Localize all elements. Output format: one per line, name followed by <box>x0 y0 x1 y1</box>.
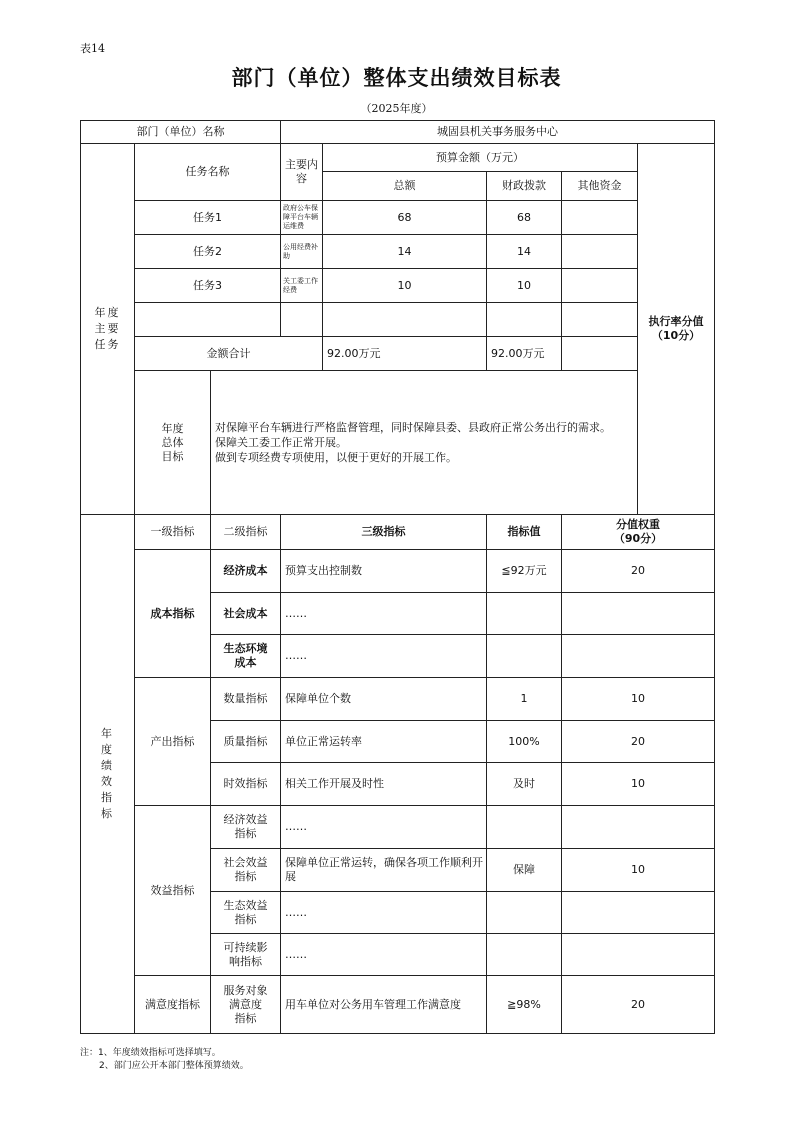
level3-cell: 预算支出控制数 <box>281 550 487 593</box>
indicator-row <box>81 976 715 1034</box>
weight-cell: 20 <box>562 550 715 593</box>
value-cell: 1 <box>487 678 562 721</box>
level3-header: 三级指标 <box>281 515 487 550</box>
weight-cell: 20 <box>562 721 715 763</box>
task-fiscal: 10 <box>487 269 562 303</box>
weight-cell <box>562 892 715 934</box>
value-cell <box>487 593 562 635</box>
level2-cell: 经济效益 指标 <box>211 806 281 849</box>
task-total: 14 <box>323 235 487 269</box>
task-row <box>81 235 715 269</box>
level3-cell: …… <box>281 934 487 976</box>
execution-rate-header: 执行率分值 （10分） <box>638 144 715 515</box>
level3-cell: …… <box>281 593 487 635</box>
level2-header: 二级指标 <box>211 515 281 550</box>
weight-cell: 10 <box>562 678 715 721</box>
indicators-section-label: 年 度 绩 效 指 标 <box>81 515 135 1034</box>
level1-cell: 满意度指标 <box>135 976 211 1034</box>
task-fiscal: 68 <box>487 201 562 235</box>
weight-cell <box>562 934 715 976</box>
level3-cell: …… <box>281 635 487 678</box>
footnote-line: 注：1、年度绩效指标可选择填写。 <box>80 1048 221 1058</box>
level3-cell: 保障单位正常运转，确保各项工作顺利开展 <box>281 849 487 892</box>
value-cell: 及时 <box>487 763 562 806</box>
dept-value: 城固县机关事务服务中心 <box>281 121 715 144</box>
weight-cell: 10 <box>562 849 715 892</box>
level3-cell: 用车单位对公务用车管理工作满意度 <box>281 976 487 1034</box>
level3-cell: 单位正常运转率 <box>281 721 487 763</box>
fiscal-header: 财政拨款 <box>487 172 562 201</box>
task-total: 68 <box>323 201 487 235</box>
goal-line: 做到专项经费专项使用，以便于更好的开展工作。 <box>215 451 457 464</box>
weight-cell <box>562 806 715 849</box>
goal-line: 保障关工委工作正常开展。 <box>215 436 347 449</box>
sum-label: 金额合计 <box>135 337 323 371</box>
level2-cell: 质量指标 <box>211 721 281 763</box>
task-row <box>81 201 715 235</box>
level1-header: 一级指标 <box>135 515 211 550</box>
goal-line: 对保障平台车辆进行严格监督管理，同时保障县委、县政府正常公务出行的需求。 <box>215 421 611 434</box>
value-cell <box>487 934 562 976</box>
goals-text <box>211 371 715 515</box>
indicator-row <box>81 550 715 593</box>
dept-label: 部门（单位）名称 <box>81 121 281 144</box>
goals-label: 年度 总体 目标 <box>135 371 211 515</box>
weight-cell <box>562 593 715 635</box>
task-other <box>562 269 638 303</box>
page-subtitle: （2025年度） <box>360 102 433 115</box>
value-cell <box>487 635 562 678</box>
task-content: 关工委工作经费 <box>281 269 323 303</box>
task-other <box>562 201 638 235</box>
sum-total: 92.00万元 <box>323 337 487 371</box>
value-cell: 保障 <box>487 849 562 892</box>
task-content: 政府公车保障平台车辆运维费 <box>281 201 323 235</box>
value-cell: 100% <box>487 721 562 763</box>
other-funds-header: 其他资金 <box>562 172 638 201</box>
level3-cell: …… <box>281 806 487 849</box>
task-fiscal: 14 <box>487 235 562 269</box>
budget-header: 预算金额（万元） <box>323 144 638 172</box>
weight-cell: 20 <box>562 976 715 1034</box>
level1-cell: 效益指标 <box>135 806 211 976</box>
task-name-header: 任务名称 <box>135 144 281 201</box>
performance-table <box>80 120 715 1034</box>
level3-cell: 相关工作开展及时性 <box>281 763 487 806</box>
level2-cell: 生态效益 指标 <box>211 892 281 934</box>
level1-cell: 成本指标 <box>135 550 211 678</box>
value-cell: ≧98% <box>487 976 562 1034</box>
level2-cell: 社会成本 <box>211 593 281 635</box>
indicator-row <box>81 806 715 849</box>
weight-cell <box>562 635 715 678</box>
task-fiscal <box>487 303 562 337</box>
level2-cell: 可持续影 响指标 <box>211 934 281 976</box>
footnotes <box>80 1047 249 1073</box>
sum-fiscal: 92.00万元 <box>487 337 562 371</box>
value-cell: ≦92万元 <box>487 550 562 593</box>
task-content-header: 主要内容 <box>281 144 323 201</box>
task-name <box>135 303 281 337</box>
level2-cell: 经济成本 <box>211 550 281 593</box>
task-name: 任务1 <box>135 201 281 235</box>
task-content: 公用经费补助 <box>281 235 323 269</box>
level3-cell: 保障单位个数 <box>281 678 487 721</box>
tasks-section-label: 年度 主要 任务 <box>81 144 135 515</box>
level2-cell: 数量指标 <box>211 678 281 721</box>
task-name: 任务3 <box>135 269 281 303</box>
page-title: 部门（单位）整体支出绩效目标表 <box>231 66 562 90</box>
task-total: 10 <box>323 269 487 303</box>
value-cell <box>487 806 562 849</box>
indicator-row <box>81 678 715 721</box>
level2-cell: 生态环境 成本 <box>211 635 281 678</box>
value-header: 指标值 <box>487 515 562 550</box>
sum-other <box>562 337 638 371</box>
task-content <box>281 303 323 337</box>
task-other <box>562 235 638 269</box>
task-other <box>562 303 638 337</box>
footnote-line: 2、部门应公开本部门整体预算绩效。 <box>99 1061 249 1071</box>
weight-header: 分值权重 （90分） <box>562 515 715 550</box>
task-row <box>81 269 715 303</box>
weight-cell: 10 <box>562 763 715 806</box>
task-sum-row <box>81 337 715 371</box>
total-header: 总额 <box>323 172 487 201</box>
level2-cell: 服务对象 满意度 指标 <box>211 976 281 1034</box>
task-total <box>323 303 487 337</box>
level3-cell: …… <box>281 892 487 934</box>
value-cell <box>487 892 562 934</box>
level2-cell: 社会效益 指标 <box>211 849 281 892</box>
task-name: 任务2 <box>135 235 281 269</box>
table-number-label: 表14 <box>80 42 105 55</box>
task-row <box>81 303 715 337</box>
level2-cell: 时效指标 <box>211 763 281 806</box>
level1-cell: 产出指标 <box>135 678 211 806</box>
